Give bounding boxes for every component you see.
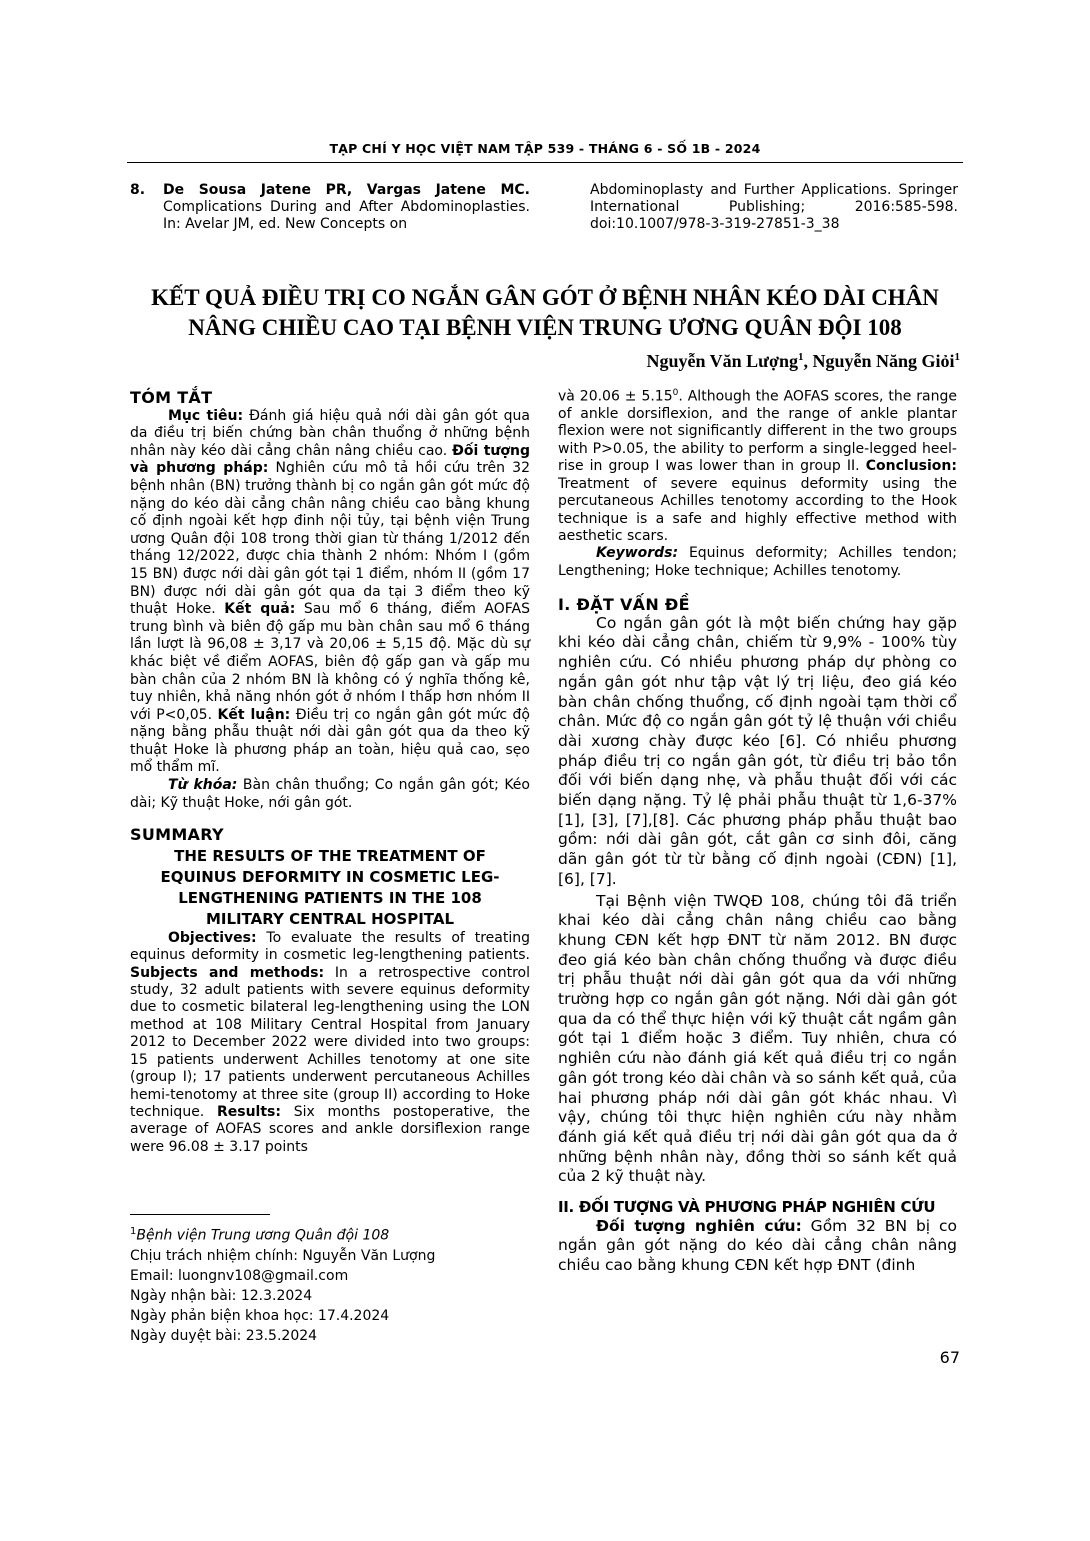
header-rule: [127, 162, 963, 163]
label-ketqua: Kết quả:: [224, 601, 296, 618]
label-results: Results:: [216, 1103, 281, 1120]
author-1: Nguyễn Văn Lượng: [646, 351, 798, 371]
authors: [646, 351, 960, 372]
label-conclusion: Conclusion:: [865, 458, 957, 475]
text-results: Six months postoperative, the average of AOFAS scores and ankle dorsiflexion range were 96.08 ± 3.17 points: [130, 1103, 530, 1155]
reference-left: [130, 182, 530, 233]
label-doituong: Đối tượng và phương pháp:: [130, 442, 530, 477]
text-results-cont-b: . Although the AOFAS scores, the range of ankle dorsiflexion, and the range of ankle plantar flexion were not significantly different in the two groups with P>0.05, the ability to perform a single-legged heel-rise in group I was lower than in group II.: [558, 388, 957, 475]
footnote-received: Ngày nhận bài: 12.3.2024: [130, 1287, 313, 1304]
footnote-accepted: Ngày duyệt bài: 23.5.2024: [130, 1327, 318, 1344]
text-ketqua: Sau mổ 6 tháng, điểm AOFAS trung bình và biên độ gấp mu bàn chân sau mổ 6 tháng lần lượt là 96,08 ± 3,17 và 20,06 ± 5,15 độ. Mặc dù sự khác biệt về điểm AOFAS, biên độ gấp gan và gấp mu bàn chân của 2 nhóm BN là không có ý nghĩa thống kê, tuy nhiên, khả năng nhón gót ở nhóm I thấp hơn nhóm II với P<0,05.: [130, 601, 530, 723]
label-tukhoa: Từ khóa:: [168, 777, 238, 794]
text-conclusion: Treatment of severe equinus deformity using the percutaneous Achilles tenotomy according to the Hook technique is a safe and highly effective method with aesthetic scars.: [558, 475, 957, 544]
author-separator: ,: [803, 351, 813, 371]
label-subjects: Subjects and methods:: [130, 964, 325, 981]
footnote-responsible: Chịu trách nhiệm chính: Nguyễn Văn Lượng: [130, 1247, 436, 1264]
label-objectives: Objectives:: [168, 929, 257, 946]
title-line-2: NÂNG CHIỀU CAO TẠI BỆNH VIỆN TRUNG ƯƠNG QUÂN ĐỘI 108: [188, 315, 902, 340]
text-doituong: Nghiên cứu mô tả hồi cứu trên 32 bệnh nhân (BN) trưởng thành bị co ngắn gân gót mức độ nặng do kéo dài cẳng chân nâng chiều cao bằng khung cố định ngoài kết hợp đinh nội tủy, tại bệnh viện Trung ương Quân đội 108 trong thời gian từ tháng 1/2012 đến tháng 12/2022, được chia thành 2 nhóm: Nhóm I (gồm 15 BN) được nới dài gân gót tại 1 điểm, nhóm II (gồm 17 BN) được nới dài gân gót qua da tại 3 điểm theo kỹ thuật Hoke.: [130, 460, 530, 618]
reference-right: Abdominoplasty and Further Applications. Springer International Publishing; 2016:585-598. doi:10.1007/978-3-319-27851-3_38: [590, 182, 958, 232]
label-keywords: Keywords:: [596, 545, 679, 562]
tomtat-heading: TÓM TẮT: [130, 388, 213, 407]
footnote-affiliation: [130, 1222, 530, 1246]
author-2-affil: 1: [954, 351, 960, 363]
footnote-sup: 1: [130, 1226, 137, 1237]
label-ketluan: Kết luận:: [217, 706, 291, 723]
footnote-reviewed: Ngày phản biện khoa học: 17.4.2024: [130, 1307, 390, 1324]
text-keywords: Equinus deformity; Achilles tendon; Lengthening; Hoke technique; Achilles tenotomy.: [558, 545, 957, 579]
title-line-1: KẾT QUẢ ĐIỀU TRỊ CO NGẮN GÂN GÓT Ở BỆNH NHÂN KÉO DÀI CHÂN: [151, 285, 939, 310]
section2-paragraph: [558, 1217, 957, 1276]
right-column: [558, 385, 957, 1276]
text-muctieu: Đánh giá hiệu quả nới dài gân gót qua da điều trị biến chứng bàn chân thuổng ở những bệnh nhân này kéo dài cẳng chân nâng chiều cao.: [130, 407, 530, 459]
text-results-cont-a: và 20.06 ± 5.15: [558, 388, 673, 405]
degree-sup: 0: [672, 388, 679, 398]
summary-heading: SUMMARY: [130, 825, 224, 845]
summary-abstract: [130, 930, 530, 1156]
article-title: [110, 283, 980, 343]
text-objectives: To evaluate the results of treating equinus deformity in cosmetic leg-lengthening patients.: [130, 929, 530, 964]
summary-results-continued: [558, 385, 957, 545]
text-subjects: In a retrospective control study, 32 adult patients with severe equinus deformity due to cosmetic bilateral leg-lengthening using the LON method at 108 Military Central Hospital from January 2012 to December 2022 were divided into two groups: 15 patients underwent Achilles tenotomy at one site (group I); 17 patients underwent percutaneous Achilles hemi-tenotomy at three site (group II) according to Hoke technique.: [130, 964, 530, 1120]
section2-heading: II. ĐỐI TƯỢNG VÀ PHƯƠNG PHÁP NGHIÊN CỨU: [558, 1198, 936, 1217]
text-doituong-nghiencuu: Gồm 32 BN bị co ngắn gân gót nặng do kéo dài cẳng chân nâng chiều cao bằng khung CĐN kết hợp ĐNT (đinh: [558, 1216, 957, 1275]
reference-text-left: Complications During and After Abdominoplasties. In: Avelar JM, ed. New Concepts on: [163, 199, 530, 232]
section1-heading: I. ĐẶT VẤN ĐỀ: [558, 595, 690, 615]
footnote-rule: [130, 1214, 270, 1215]
label-muctieu: Mục tiêu:: [168, 407, 244, 424]
section1-paragraph-2: Tại Bệnh viện TWQĐ 108, chúng tôi đã triển khai kéo dài cẳng chân nâng chiều cao bằng khung CĐN kết hợp ĐNT từ năm 2012. BN được đeo giá kéo bàn chân chống thuổng và được điều trị phẫu thuật nới dài gân gót qua da với những trường hợp co ngắn gân gót nặng. Nới dài gân gót qua da có thể thực hiện với kỹ thuật cắt ngầm gân gót tại 1 điểm hoặc 3 điểm. Tuy nhiên, chưa có nghiên cứu nào đánh giá kết quả điều trị co ngắn gân gót trong kéo dài chân và so sánh kết quả, của hai phương pháp nới dài gân gót khác nhau. Vì vậy, chúng tôi thực hiện nghiên cứu này nhằm đánh giá kết quả điều trị nới dài gân gót qua da ở những bệnh nhân này, đồng thời so sánh kết quả của 2 kỹ thuật này.: [558, 891, 957, 1186]
left-column: [130, 389, 530, 1156]
author-2: Nguyễn Năng Giỏi: [812, 351, 955, 371]
journal-header: TẠP CHÍ Y HỌC VIỆT NAM TẬP 539 - THÁNG 6 - SỐ 1B - 2024: [329, 141, 761, 156]
section1-body: [558, 614, 957, 1187]
summary-title: THE RESULTS OF THE TREATMENT OF EQUINUS DEFORMITY IN COSMETIC LEG-LENGTHENING PATIENTS IN THE 108 MILITARY CENTRAL HOSPITAL: [160, 846, 500, 928]
footnote-email: Email: luongnv108@gmail.com: [130, 1267, 349, 1284]
text-tukhoa: Bàn chân thuổng; Co ngắn gân gót; Kéo dài; Kỹ thuật Hoke, nới gân gót.: [130, 777, 530, 811]
reference-number: 8.: [130, 182, 146, 198]
author-1-affil: 1: [797, 351, 804, 363]
text-ketluan: Điều trị co ngắn gân gót mức độ nặng bằng phẫu thuật nới dài gân gót qua da theo kỹ thuật Hoke là phương pháp an toàn, hiệu quả cao, sẹo mổ thẩm mĩ.: [130, 706, 530, 776]
reference-authors: De Sousa Jatene PR, Vargas Jatene MC.: [163, 182, 530, 198]
tomtat-abstract: [130, 408, 530, 777]
footnote: [130, 1222, 530, 1346]
label-doituong-nghiencuu: Đối tượng nghiên cứu:: [596, 1216, 802, 1235]
section1-paragraph-1: Co ngắn gân gót là một biến chứng hay gặp khi kéo dài cẳng chân, chiếm từ 9,9% - 100% tùy nghiên cứu. Có nhiều phương pháp dự phòng co ngắn gân gót như tập vật lý trị liệu, đeo giá kéo bàn chân chống thuổng, cố định ngoài tạm thời cổ chân. Mức độ co ngắn gân gót tỷ lệ thuận với chiều dài xương chày được kéo [6]. Có nhiều phương pháp điều trị co ngắn gân gót, từ điều trị bảo tồn đối với biến dạng nhẹ, và phẫu thuật đối với các biến dạng nặng. Tỷ lệ phải phẫu thuật từ 1,6-37% [1], [3], [7],[8]. Các phương pháp phẫu thuật bao gồm: nới dài gân gót, cắt gân cơ sinh đôi, căng dãn gân gót từ từ bằng cố định ngoài (CĐN) [1], [6], [7].: [558, 613, 957, 888]
footnote-affil: Bệnh viện Trung ương Quân đội 108: [136, 1227, 390, 1244]
tomtat-keywords: [130, 777, 530, 812]
section2-body: [558, 1217, 957, 1276]
summary-keywords: [558, 545, 957, 580]
page-number: 67: [939, 1348, 960, 1367]
